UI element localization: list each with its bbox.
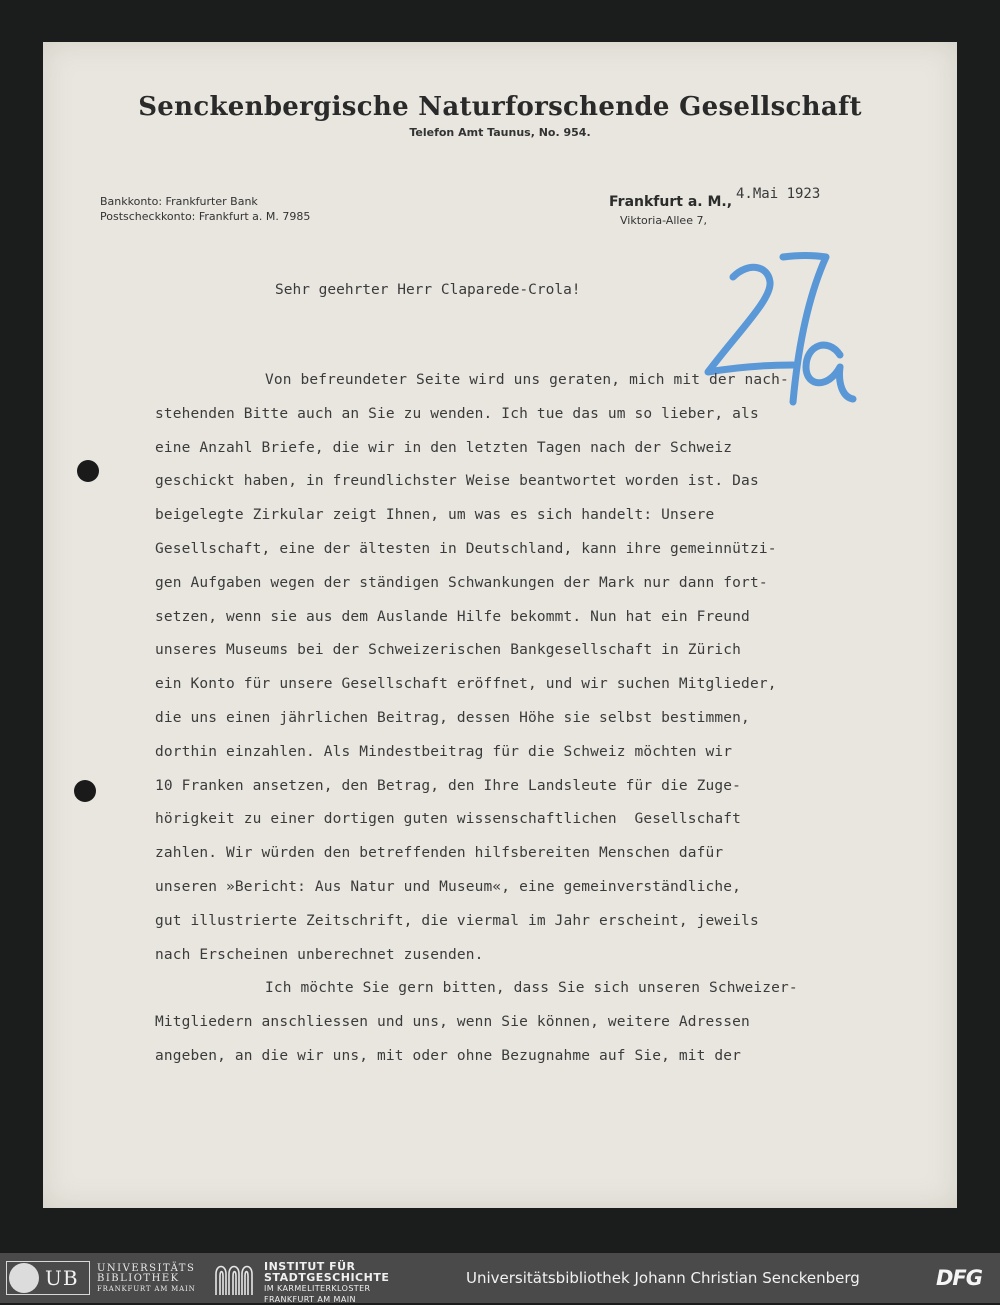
body-line: nach Erscheinen unberechnet zusenden. [155,946,484,963]
body-line: Ich möchte Sie gern bitten, dass Sie sich unseren Schweizer- [265,980,798,997]
body-line: dorthin einzahlen. Als Mindestbeitrag für die Schweiz möchten wir [155,743,733,760]
salutation: Sehr geehrter Herr Claparede-Crola! [275,282,581,298]
body-line: gen Aufgaben wegen der ständigen Schwankungen der Mark nur dann fort- [155,574,768,591]
body-line: die uns einen jährlichen Beitrag, dessen Höhe sie selbst bestimmen, [155,709,750,726]
ub-line-1: UNIVERSITÄTS [97,1263,196,1274]
letter-street: Viktoria-Allee 7, [620,214,707,227]
body-line: unseren »Bericht: Aus Natur und Museum«, eine gemeinverständliche, [155,878,742,895]
body-line: stehenden Bitte auch an Sie zu wenden. Ich tue das um so lieber, als [155,405,759,422]
isg-line-2: STADTGESCHICHTE [264,1271,390,1284]
body-line: gut illustrierte Zeitschrift, die viermal im Jahr erscheint, jeweils [155,912,759,929]
bank-account: Bankkonto: Frankfurter Bank [100,195,258,208]
body-line: Mitgliedern anschliessen und uns, wenn Sie können, weitere Adressen [155,1014,750,1031]
letter-place: Frankfurt a. M., [609,194,733,210]
body-line: Von befreundeter Seite wird uns geraten, mich mit der nach- [265,372,789,388]
ub-seal-icon [9,1263,39,1293]
isg-logo-text [264,1261,389,1305]
library-name-link[interactable]: Universitätsbibliothek Johann Christian Senckenberg [466,1269,860,1287]
punch-hole-bottom [74,780,96,802]
dfg-logo[interactable]: DFG [936,1266,983,1290]
body-line: angeben, an die wir uns, mit oder ohne Bezugnahme auf Sie, mit der [155,1047,742,1064]
ub-logo[interactable] [6,1261,90,1295]
postal-account: Postscheckkonto: Frankfurt a. M. 7985 [100,210,311,223]
body-line: zahlen. Wir würden den betreffenden hilfsbereiten Menschen dafür [155,845,724,862]
isg-line-1: INSTITUT FÜR [264,1260,356,1273]
body-line: eine Anzahl Briefe, die wir in den letzten Tagen nach der Schweiz [155,439,733,456]
ub-line-3: FRANKFURT AM MAIN [97,1285,196,1293]
isg-line-4: FRANKFURT AM MAIN [264,1295,356,1304]
body-line: setzen, wenn sie aus dem Auslande Hilfe bekommt. Nun hat ein Freund [155,608,750,625]
letterhead-phone: Telefon Amt Taunus, No. 954. [409,126,591,139]
body-line: ein Konto für unsere Gesellschaft eröffnet, und wir suchen Mitglieder, [155,676,777,693]
body-line: hörigkeit zu einer dortigen guten wissenschaftlichen Gesellschaft [155,811,742,828]
body-line: geschickt haben, in freundlichster Weise beantwortet worden ist. Das [155,473,759,490]
body-line: unseres Museums bei der Schweizerischen Bankgesellschaft in Zürich [155,642,742,659]
viewer-footer-bar [0,1253,1000,1303]
letter-body [155,364,915,1074]
isg-line-3: IM KARMELITERKLOSTER [264,1284,371,1293]
letterhead-title: Senckenbergische Naturforschende Gesellschaft [138,92,862,122]
letter-date: 4.Mai 1923 [736,186,821,202]
ub-logo-text [97,1264,196,1294]
punch-hole-top [77,460,99,482]
body-line: 10 Franken ansetzen, den Betrag, den Ihre Landsleute für die Zuge- [155,777,742,794]
ub-logo-letters: UB [45,1266,79,1290]
ub-line-2: BIBLIOTHEK [97,1273,180,1284]
body-line: Gesellschaft, eine der ältesten in Deutschland, kann ihre gemeinnützi- [155,540,777,557]
isg-arches-icon[interactable] [214,1260,254,1296]
body-line: beigelegte Zirkular zeigt Ihnen, um was es sich handelt: Unsere [155,507,715,524]
